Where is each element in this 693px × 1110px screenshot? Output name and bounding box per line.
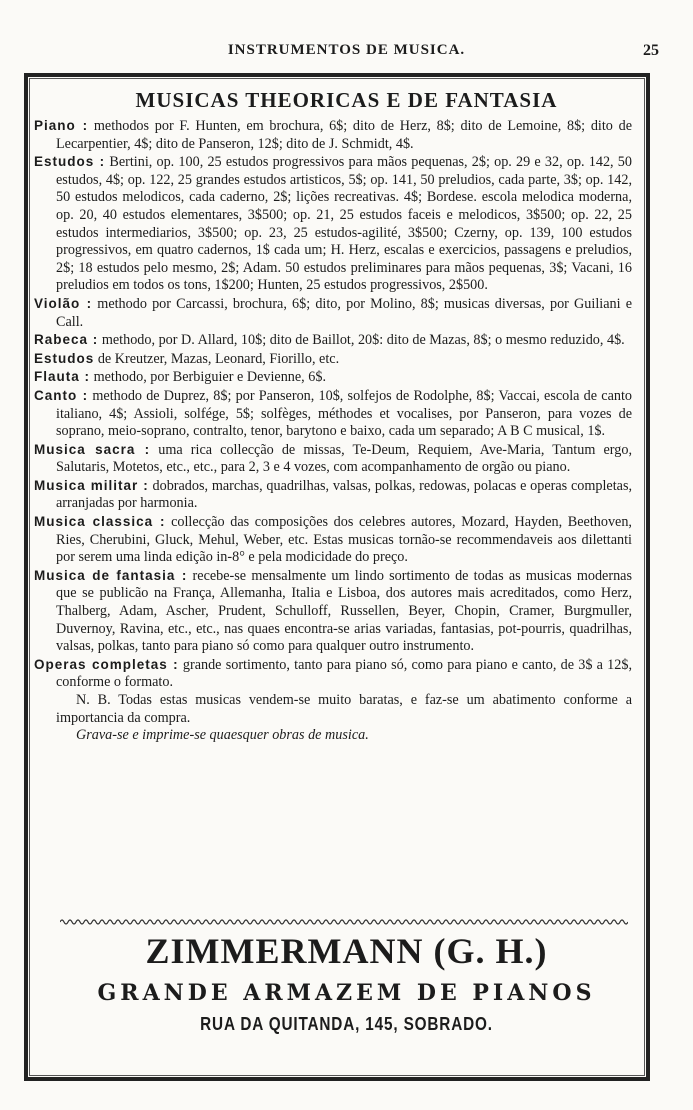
entry-operas-completas: [34, 656, 632, 692]
entry-musica-sacra: [34, 441, 632, 477]
entry-text: grande sortimento, tanto para piano só, como para piano e canto, de 3$ a 12$, conforme o formato.: [56, 656, 632, 691]
advert-name: ZIMMERMANN (G. H.): [145, 931, 548, 971]
entry-label: Rabeca :: [34, 332, 99, 348]
entry-label: Violão :: [34, 295, 93, 311]
entry-text: uma rica collecção de missas, Te-Deum, Requiem, Ave-Maria, Tantum ergo, Salutaris, Motetos, etc., etc., para 2, 3 e 4 vozes, com acompanhamento de orgão ou piano.: [56, 441, 632, 476]
entry-flauta: [34, 368, 632, 387]
entry-label: Musica militar :: [34, 477, 149, 493]
entry-text: methodo, por D. Allard, 10$; dito de Baillot, 20$: dito de Mazas, 8$; o mesmo reduzido, 4$.: [98, 332, 625, 349]
advert-address: RUA DA QUITANDA, 145, SOBRADO.: [200, 1014, 493, 1034]
entry-text: collecção das composições dos celebres autores, Mozard, Hayden, Beethoven, Ries, Cherubini, Gluck, Mehul, Weber, etc. Estas musicas tornão-se recommendaveis aos dilettanti por serem uma linda edição in-8° e pela modicidade do preço.: [56, 514, 632, 566]
wavy-divider: [60, 918, 628, 926]
entry-text: methodo, por Berbiguier e Devienne, 6$.: [90, 369, 327, 386]
entry-estudos-piano: [34, 153, 632, 295]
entry-text: dobrados, marchas, quadrilhas, valsas, polkas, redowas, polacas e operas completas, arranjadas por harmonia.: [56, 477, 633, 512]
entry-musica-fantasia: [34, 567, 632, 656]
entry-label: Estudos: [34, 350, 95, 366]
entry-label: Estudos :: [34, 154, 106, 170]
entry-text: recebe-se mensalmente um lindo sortimento de todas as musicas modernas que se publicão na França, Allemanha, Italia e Lisboa, dos autores mais acreditados, como Herz, Thalberg, Adam, Ascher, Prudent, Schulloff, Russellen, Beyer, Chopin, Cramer, Burgmuller, Duvernoy, Ravina, etc., etc., nas quaes encontra-se arias variadas, fantasias, pot-pourris, quadrilhas, valsas, polkas, tanto para piano só como para qualquer outro instrumento.: [56, 567, 632, 655]
entry-rabeca: [34, 331, 632, 350]
entry-label: Musica sacra :: [34, 441, 151, 457]
entry-text: de Kreutzer, Mazas, Leonard, Fiorillo, etc.: [94, 350, 340, 367]
entry-text: methodos por F. Hunten, em brochura, 6$; dito de Herz, 8$; dito de Lemoine, 8$; dito de Lecarpentier, 4$; dito de Panseron, 12$; dito de J. Schmidt, 4$.: [56, 118, 632, 152]
entry-musica-classica: [34, 513, 632, 567]
page-number: 25: [643, 42, 659, 59]
entry-text: methodo de Duprez, 8$; por Panseron, 10$, solfejos de Rodolphe, 8$; Vaccai, escola de canto italiano, 4$; Assioli, solfége, 5$; solfèges, méthodes et vocalises, por Panseron, para vozes de soprano, meio-soprano, contralto, tenor, barytono e baixo, cada um separado; A B C musical, 1$.: [56, 387, 632, 440]
note-nb: N. B. Todas estas musicas vendem-se muito baratas, e faz-se um abatimento conforme a importancia da compra.: [56, 692, 632, 726]
entry-text: Bertini, op. 100, 25 estudos progressivos para mãos pequenas, 2$; op. 29 e 32, op. 142, 50 estudos, 4$; op. 122, 25 grandes estudos artisticos, 5$; op. 141, 50 preludios, cada parte, 3$; op. 142, 50 estudos melodicos, cada caderno, 2$; lições recreativas. 4$; Bordese. escola melodica moderna, op. 20, 40 estudos elementares, 3$500; op. 21, 25 estudos faceis e melodicos, 3$500; op. 22, 25 estudos intermediarios, 3$500; op. 23, 25 estudos-agilité, 3$500; Czerny, op. 139, 100 estudos progressivos, em quatro cadernos, 1$ cada um; H. Herz, escalas e exercicios, passagens e preludios, 2$; 18 estudos pelo mesmo, 2$; Adam. 50 estudos preliminares para mãos pequenas, 3$; Vacani, 16 preludios em todos os tons, 1$200; Hunten, 25 estudos progressivos, 2$500.: [56, 154, 632, 294]
entry-label: Flauta :: [34, 369, 91, 385]
engraving-note: Grava-se e imprime-se quaesquer obras de musica.: [76, 727, 369, 744]
entry-piano: [34, 117, 632, 153]
entry-text: methodo por Carcassi, brochura, 6$; dito, por Molino, 8$; musicas diversas, por Guiliani e Call.: [56, 295, 633, 330]
entry-musica-militar: [34, 477, 632, 513]
entry-violao: [34, 295, 632, 331]
entry-label: Canto :: [34, 387, 89, 403]
running-title: INSTRUMENTOS DE MUSICA.: [227, 42, 466, 58]
running-header: [0, 38, 693, 64]
entry-label: Musica classica :: [34, 514, 166, 530]
advert-subtitle: GRANDE ARMAZEM DE PIANOS: [97, 980, 596, 1006]
section-body: [34, 117, 633, 745]
entry-estudos-rabeca: [34, 350, 632, 369]
entry-label: Musica de fantasia :: [34, 567, 188, 583]
entry-label: Piano :: [34, 118, 89, 133]
section-title: MUSICAS THEORICAS E DE FANTASIA: [135, 88, 558, 112]
entry-canto: [34, 387, 632, 441]
entry-label: Operas completas :: [34, 656, 179, 672]
